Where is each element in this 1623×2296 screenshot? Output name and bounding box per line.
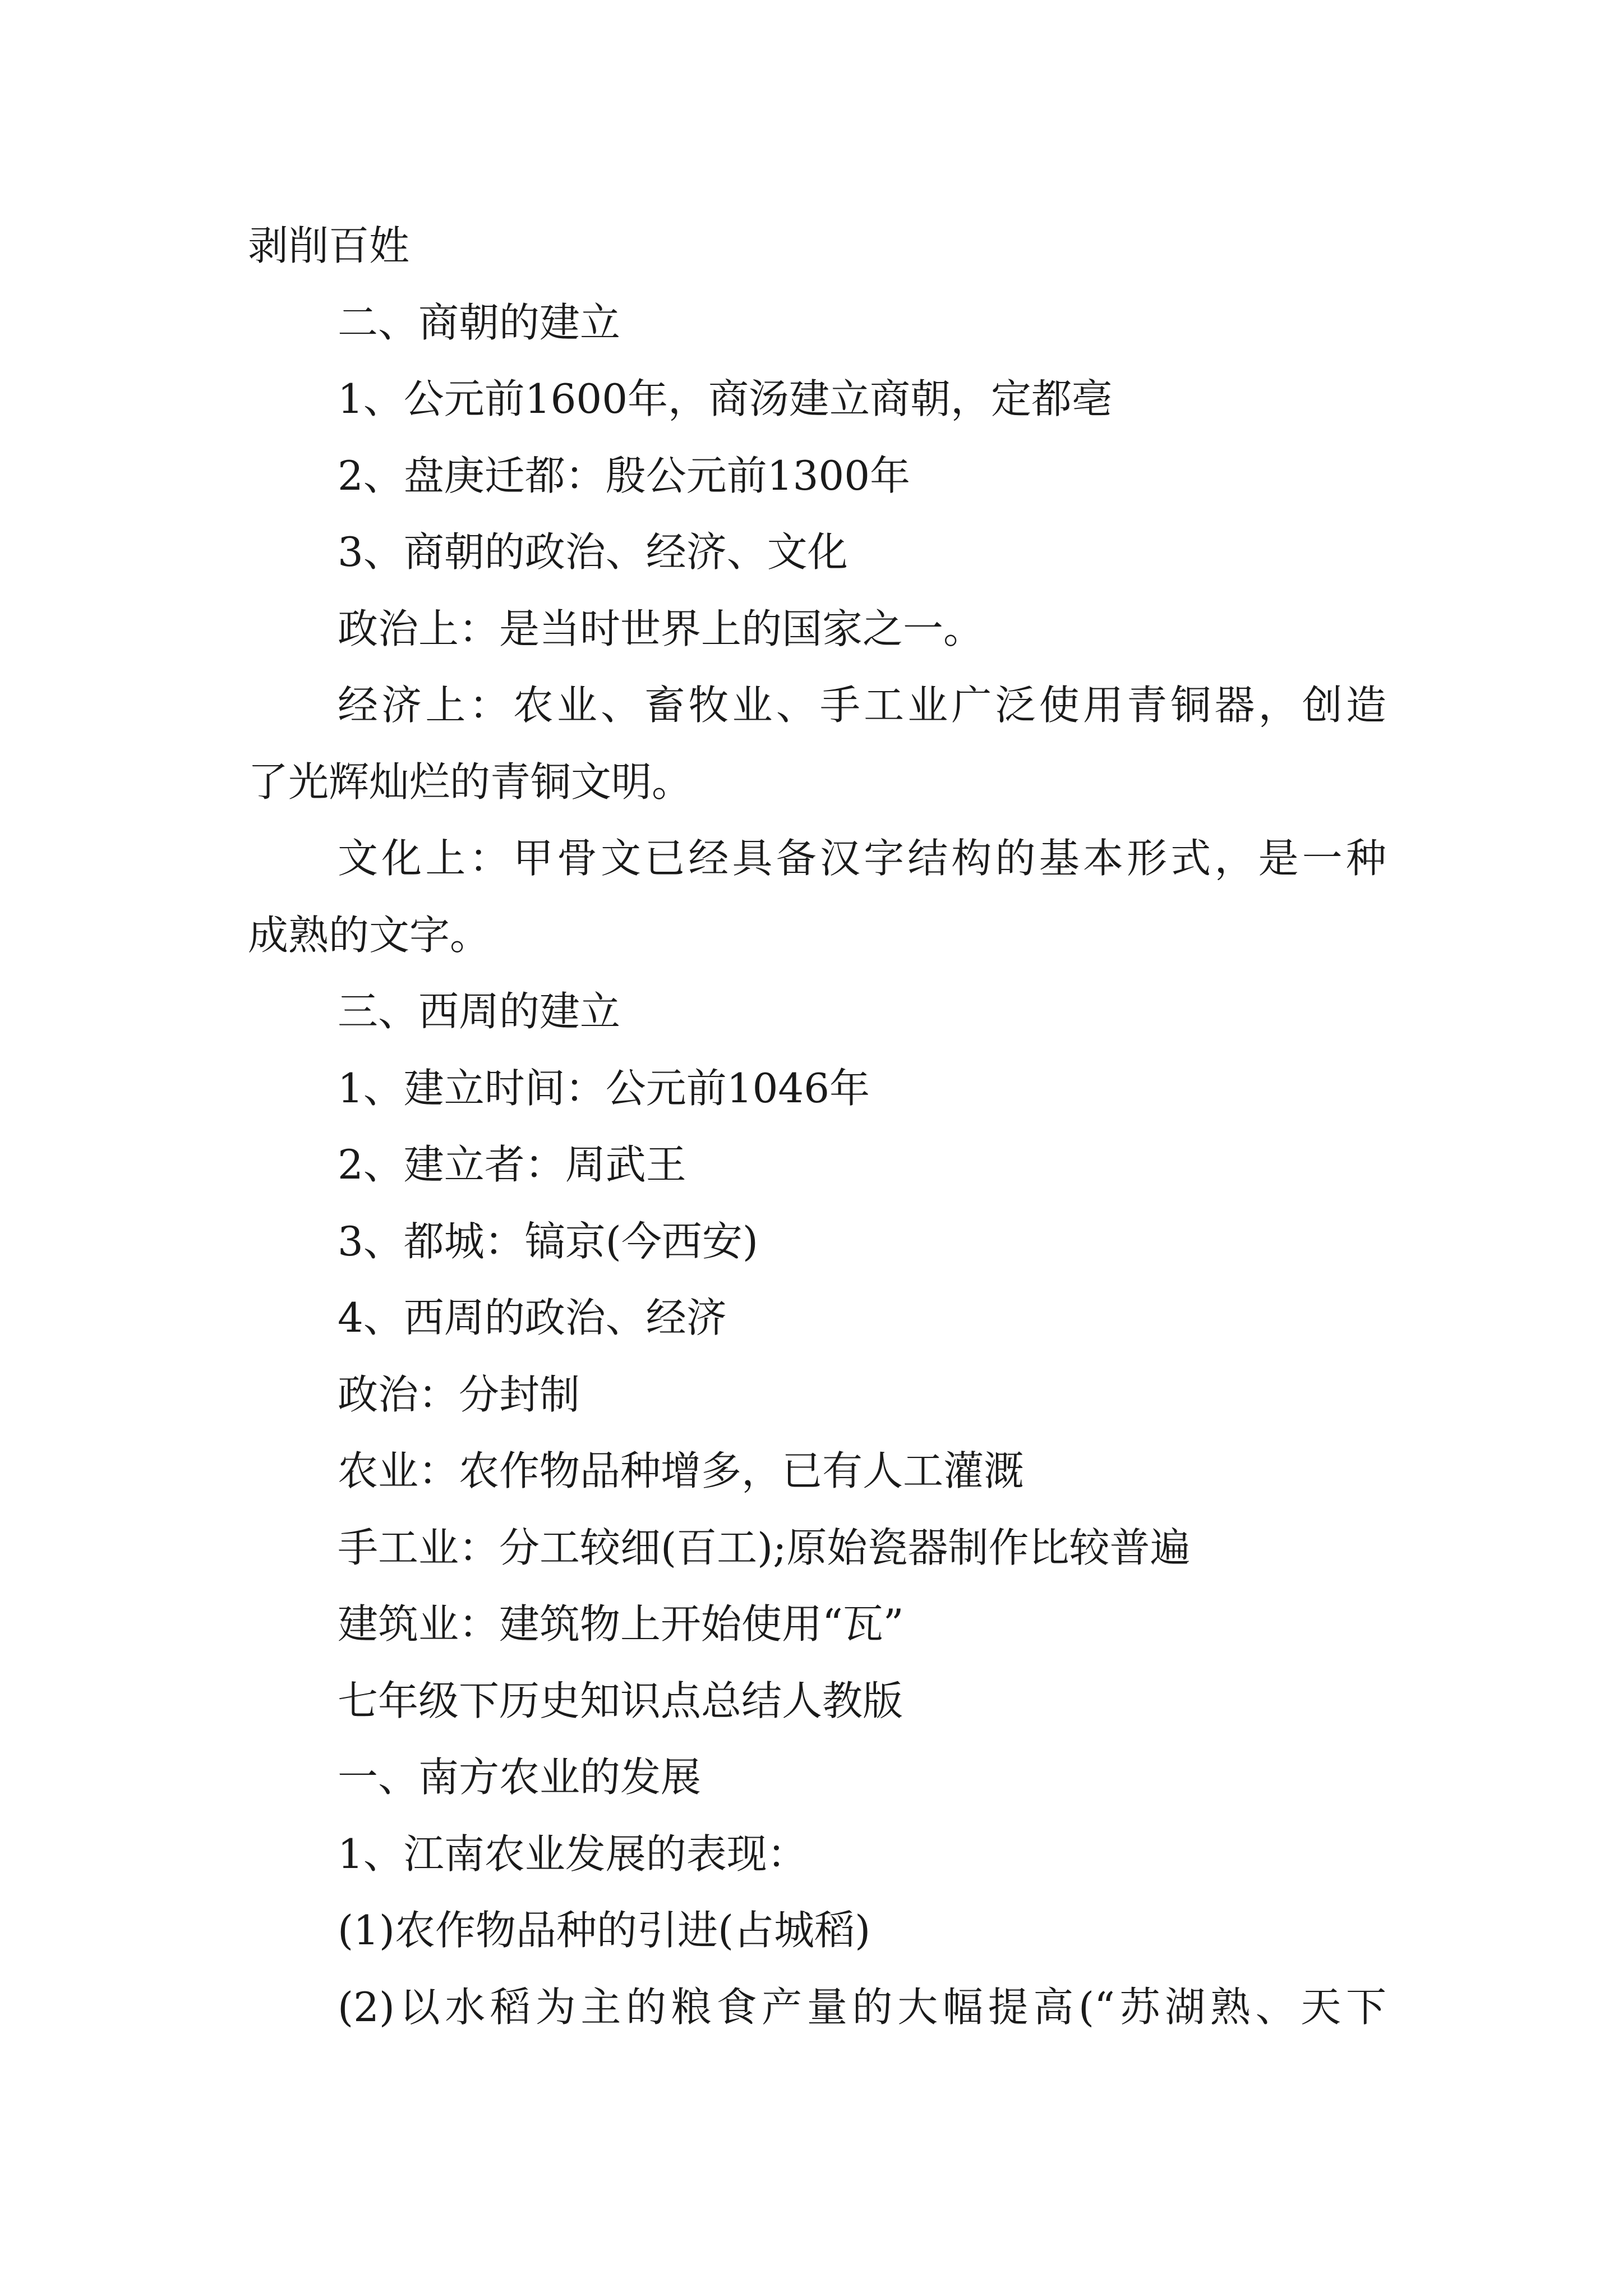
text-line: 1、建立时间：公元前1046年 [338, 1064, 870, 1112]
section-heading: 三、西周的建立 [338, 988, 621, 1035]
document-title: 七年级下历史知识点总结人教版 [338, 1677, 903, 1724]
text-line: 成熟的文字。 [248, 911, 491, 959]
text-line: 经济上：农业、畜牧业、手工业广泛使用青铜器，创造 [338, 682, 1386, 729]
text-line: 政治上：是当时世界上的国家之一。 [338, 605, 984, 652]
text-line: 4、西周的政治、经济 [338, 1294, 727, 1341]
document-body [248, 208, 1386, 2045]
section-heading: 二、商朝的建立 [338, 298, 621, 346]
text-line: 3、商朝的政治、经济、文化 [338, 528, 848, 576]
text-line: 文化上：甲骨文已经具备汉字结构的基本形式，是一种 [338, 835, 1386, 882]
text-line: 农业：农作物品种增多，已有人工灌溉 [338, 1447, 1025, 1494]
text-line: 政治：分封制 [338, 1370, 580, 1418]
text-line: (2)以水稻为主的粮食产量的大幅提高(“苏湖熟、天下 [338, 1983, 1386, 2031]
text-line: 1、公元前1600年，商汤建立商朝，定都亳 [338, 375, 1113, 422]
text-line: 剥削百姓 [248, 222, 410, 269]
text-line: 2、盘庚迁都：殷公元前1300年 [338, 452, 911, 499]
text-line: 建筑业：建筑物上开始使用“瓦” [338, 1600, 904, 1648]
section-heading: 一、南方农业的发展 [338, 1754, 702, 1801]
text-line: 了光辉灿烂的青铜文明。 [248, 758, 693, 806]
text-line: 手工业：分工较细(百工);原始瓷器制作比较普遍 [338, 1524, 1191, 1571]
text-line: 1、江南农业发展的表现： [338, 1830, 808, 1878]
text-line: (1)农作物品种的引进(占城稻) [338, 1907, 871, 1954]
text-line: 3、都城：镐京(今西安) [338, 1217, 758, 1265]
text-line: 2、建立者：周武王 [338, 1141, 686, 1188]
